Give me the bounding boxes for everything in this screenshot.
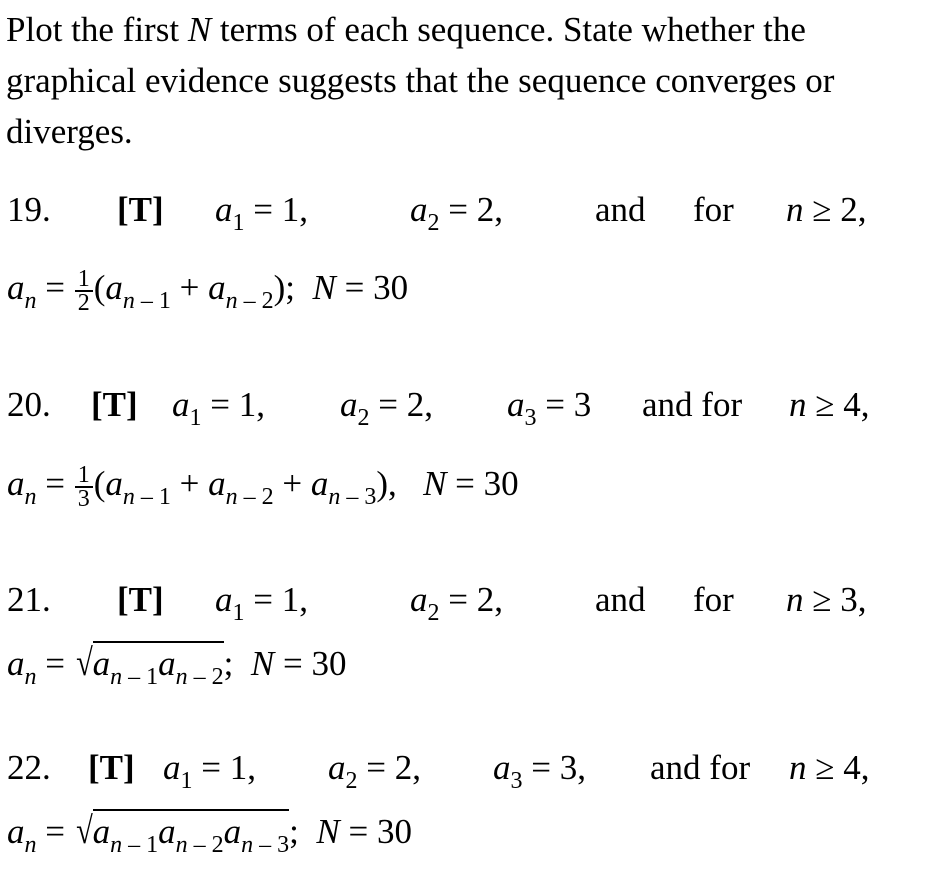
fraction: $\frac{1}{2}$ [75, 268, 93, 314]
word-for: for [693, 190, 734, 229]
index-condition: n ≥ 4, [789, 748, 870, 787]
initial-a2: $a_2 = 2$, [410, 190, 503, 236]
tech-tag: [T] [88, 748, 135, 787]
words-and-for: and for [650, 748, 751, 787]
word-and: and [595, 190, 646, 229]
recurrence-formula: $a_n = √a_{n - 1}a_{n - 2}a_{n - 3}$; N = 30 [7, 810, 412, 858]
tech-tag: [T] [117, 580, 164, 619]
recurrence-formula: $a_n = √a_{n - 1}a_{n - 2}$; N = 30 [7, 642, 347, 690]
recurrence-formula: $a_n$ = $\frac{1}{3}$ $(a_{n - 1} + a_{n - 2} + a_{n - 3})$, N = 30 [7, 461, 519, 512]
initial-a1: $a_1 = 1$, [172, 385, 265, 431]
fraction: $\frac{1}{3}$ [75, 464, 93, 510]
word-and: and [595, 580, 646, 619]
word-for: for [693, 580, 734, 619]
tech-tag: [T] [91, 385, 138, 424]
problem-number: 20. [7, 385, 51, 424]
initial-a1: $a_1 = 1$, [163, 748, 256, 794]
problem-number: 22. [7, 748, 51, 787]
tech-tag: [T] [117, 190, 164, 229]
words-and-for: and for [642, 385, 743, 424]
initial-a3: $a_3 = 3$, [493, 748, 586, 794]
index-condition: n ≥ 3, [786, 580, 867, 619]
intro-suffix: terms of each sequence. State whether the graphical evidence suggests that the sequence converges or diverges. [6, 10, 835, 151]
problem-number: 21. [7, 580, 51, 619]
recurrence-formula: $a_n$ = $\frac{1}{2}$ $(a_{n - 1} + a_{n - 2})$; N = 30 [7, 265, 409, 316]
sqrt-symbol: √ [75, 810, 93, 852]
initial-a3: $a_3 = 3$ [507, 385, 592, 431]
initial-a2: $a_2 = 2$, [340, 385, 433, 431]
index-condition: n ≥ 4, [789, 385, 870, 424]
initial-a1: $a_1 = 1$, [215, 580, 308, 626]
initial-a2: $a_2 = 2$, [328, 748, 421, 794]
instructions-paragraph [6, 4, 921, 157]
initial-a2: $a_2 = 2$, [410, 580, 503, 626]
intro-var: N [187, 10, 212, 49]
index-condition: n ≥ 2, [786, 190, 867, 229]
initial-a1: $a_1 = 1$, [215, 190, 308, 236]
intro-prefix: Plot the first [6, 10, 188, 49]
problem-number: 19. [7, 190, 51, 229]
sqrt-symbol: √ [75, 642, 93, 684]
